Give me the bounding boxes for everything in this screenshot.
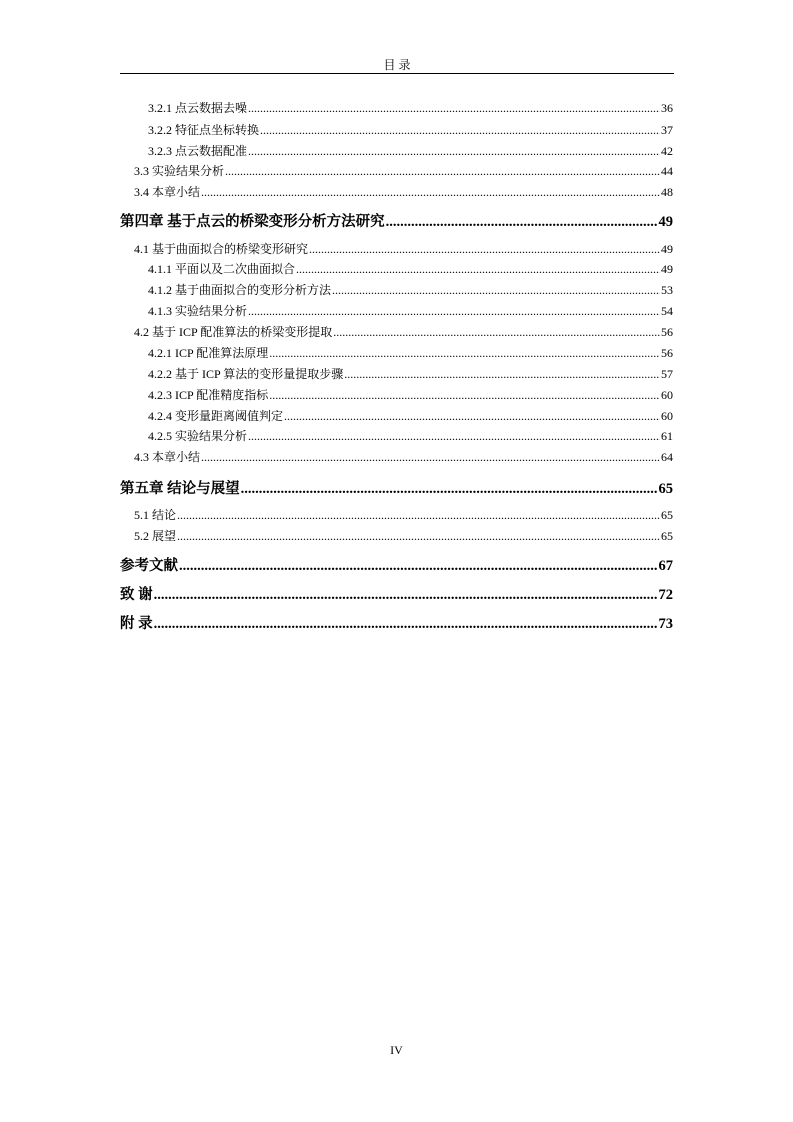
toc-entry-page: 42 — [661, 144, 673, 158]
toc-entry-page: 57 — [661, 367, 673, 381]
toc-entry — [148, 344, 673, 361]
toc-entry — [148, 407, 673, 424]
toc-entry-page: 44 — [661, 164, 673, 178]
toc-entry — [148, 142, 673, 159]
toc-entry-title: 5.1 结论 — [134, 508, 177, 522]
toc-chapter-entry — [120, 554, 673, 575]
toc-entry-page: 48 — [661, 185, 673, 199]
toc-entry-page: 36 — [661, 101, 673, 115]
dot-leader — [225, 164, 660, 179]
toc-entry-page: 60 — [661, 409, 673, 423]
toc-entry — [134, 506, 673, 523]
dot-leader — [386, 214, 658, 231]
toc-entry-page: 49 — [658, 214, 673, 230]
toc-entry-page: 49 — [661, 242, 673, 256]
toc-entry-page: 53 — [661, 283, 673, 297]
toc-entry — [134, 183, 673, 200]
toc-entry-page: 49 — [661, 262, 673, 276]
dot-leader — [248, 144, 660, 159]
toc-entry-page: 65 — [658, 481, 673, 497]
toc-entry-title: 致 谢 — [120, 587, 153, 603]
toc-entry — [148, 427, 673, 444]
toc-entry — [148, 365, 673, 382]
dot-leader — [269, 346, 660, 361]
toc-entry-page: 61 — [661, 429, 673, 443]
toc-entry-title: 3.2.3 点云数据配准 — [148, 144, 248, 158]
toc-entry — [148, 99, 673, 116]
toc-entry — [134, 240, 673, 257]
toc-entry-title: 4.2.3 ICP 配准精度指标 — [148, 388, 269, 402]
toc-entry-title: 4.2.1 ICP 配准算法原理 — [148, 346, 269, 360]
dot-leader — [177, 529, 660, 544]
toc-entry-page: 60 — [661, 388, 673, 402]
dot-leader — [296, 262, 660, 277]
toc-entry-page: 64 — [661, 450, 673, 464]
toc-entry-page: 37 — [661, 123, 673, 137]
toc-entry-title: 3.3 实验结果分析 — [134, 164, 225, 178]
dot-leader — [248, 101, 660, 116]
toc-entry — [134, 448, 673, 465]
toc-entry-title: 4.2.2 基于 ICP 算法的变形量提取步骤 — [148, 367, 344, 381]
toc-entry-title: 3.2.1 点云数据去噪 — [148, 101, 248, 115]
toc-entry — [148, 260, 673, 277]
dot-leader — [309, 242, 660, 257]
toc-entry — [148, 302, 673, 319]
dot-leader — [332, 283, 660, 298]
toc-entry-title: 4.1.1 平面以及二次曲面拟合 — [148, 262, 296, 276]
toc-entry-page: 72 — [658, 587, 673, 603]
toc-entry-title: 4.1.3 实验结果分析 — [148, 304, 248, 318]
header-rule — [120, 73, 674, 74]
running-header: 目 录 — [383, 58, 411, 72]
toc-entry-title: 参考文献 — [120, 558, 178, 574]
toc-entry — [148, 121, 673, 138]
page-number: IV — [390, 1043, 403, 1057]
toc-entry-page: 67 — [658, 558, 673, 574]
toc-entry-page: 56 — [661, 325, 673, 339]
dot-leader — [248, 304, 660, 319]
dot-leader — [154, 616, 658, 633]
dot-leader — [333, 325, 660, 340]
toc-entry — [148, 386, 673, 403]
toc-entry — [134, 162, 673, 179]
toc-entry-title: 4.1.2 基于曲面拟合的变形分析方法 — [148, 283, 332, 297]
dot-leader — [260, 123, 660, 138]
toc-entry-title: 4.1 基于曲面拟合的桥梁变形研究 — [134, 242, 309, 256]
toc-entry-page: 54 — [661, 304, 673, 318]
toc-entry-title: 4.2.4 变形量距离阈值判定 — [148, 409, 284, 423]
toc-entry-title: 3.2.2 特征点坐标转换 — [148, 123, 260, 137]
toc-entry-title: 4.2 基于 ICP 配准算法的桥梁变形提取 — [134, 325, 333, 339]
toc-entry-title: 4.3 本章小结 — [134, 450, 201, 464]
dot-leader — [344, 367, 660, 382]
dot-leader — [201, 450, 660, 465]
dot-leader — [248, 429, 660, 444]
toc-entry-title: 3.4 本章小结 — [134, 185, 201, 199]
toc-entry-title: 4.2.5 实验结果分析 — [148, 429, 248, 443]
dot-leader — [241, 481, 658, 498]
toc-entry-page: 56 — [661, 346, 673, 360]
toc-entry-page: 65 — [661, 508, 673, 522]
dot-leader — [177, 508, 660, 523]
toc-chapter-entry — [120, 210, 673, 231]
dot-leader — [269, 388, 660, 403]
toc-entry — [148, 281, 673, 298]
dot-leader — [201, 185, 660, 200]
toc-entry-title: 5.2 展望 — [134, 529, 177, 543]
toc-entry-page: 73 — [658, 616, 673, 632]
toc-chapter-entry — [120, 477, 673, 498]
toc-entry — [134, 323, 673, 340]
dot-leader — [179, 558, 658, 575]
toc-entry-page: 65 — [661, 529, 673, 543]
toc-entry-title: 第四章 基于点云的桥梁变形分析方法研究 — [120, 214, 385, 230]
dot-leader — [154, 587, 658, 604]
toc-entry-title: 附 录 — [120, 616, 153, 632]
toc-chapter-entry — [120, 612, 673, 633]
dot-leader — [284, 409, 660, 424]
toc-entry — [134, 527, 673, 544]
toc-entry-title: 第五章 结论与展望 — [120, 481, 240, 497]
toc-chapter-entry — [120, 583, 673, 604]
